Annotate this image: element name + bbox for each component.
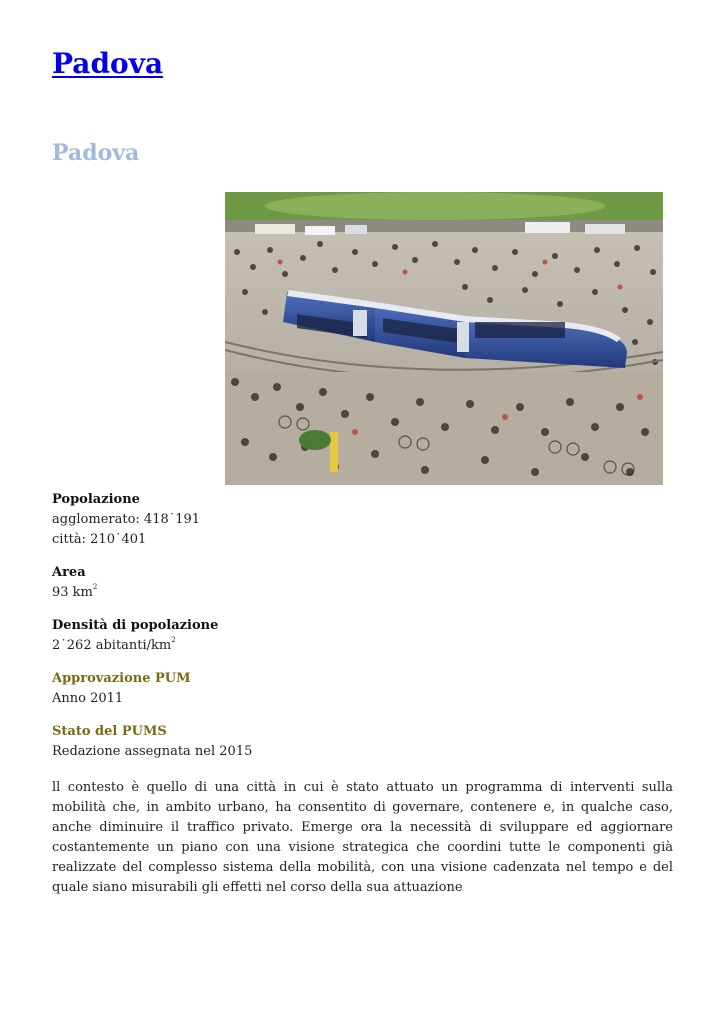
fact-population xyxy=(52,490,673,550)
pum-label: Approvazione PUM xyxy=(52,671,191,686)
density-value: 2˙262 abitanti/km xyxy=(52,638,172,653)
fact-area xyxy=(52,563,673,603)
area-value: 93 km xyxy=(52,585,93,600)
density-superscript: 2 xyxy=(171,636,176,644)
population-label: Popolazione xyxy=(52,492,140,507)
pum-value: Anno 2011 xyxy=(52,691,124,706)
population-city: città: 210˙401 xyxy=(52,532,147,547)
population-agglomerate: agglomerato: 418˙191 xyxy=(52,512,201,527)
pums-label: Stato del PUMS xyxy=(52,724,167,739)
tram-photo xyxy=(225,192,663,485)
area-superscript: 2 xyxy=(92,583,98,591)
pums-value: Redazione assegnata nel 2015 xyxy=(52,744,253,759)
fact-pums xyxy=(52,722,673,762)
fact-density xyxy=(52,616,673,656)
density-label: Densità di popolazione xyxy=(52,618,219,633)
page-title-link[interactable]: Padova xyxy=(52,47,164,80)
facts-list xyxy=(52,490,673,775)
area-value-line xyxy=(52,583,673,603)
section-title: Padova xyxy=(52,140,140,166)
density-value-line xyxy=(52,636,673,656)
fact-pum xyxy=(52,669,673,709)
area-label: Area xyxy=(52,565,86,580)
description-paragraph: ll contesto è quello di una città in cui è stato attuato un programma di interventi sulla mobilità che, in ambito urbano, ha consentito di governare, contenere e, in qualche caso, anche diminuire il traffico privato. Emerge ora la necessità di sviluppare ed aggiornare costantemente un piano con una visione strategica che coordini tutte le componenti già realizzate del complesso sistema della mobilità, con una visione cadenzata nel tempo e del quale siano misurabili gli effetti nel corso della sua attuazione xyxy=(52,780,673,895)
